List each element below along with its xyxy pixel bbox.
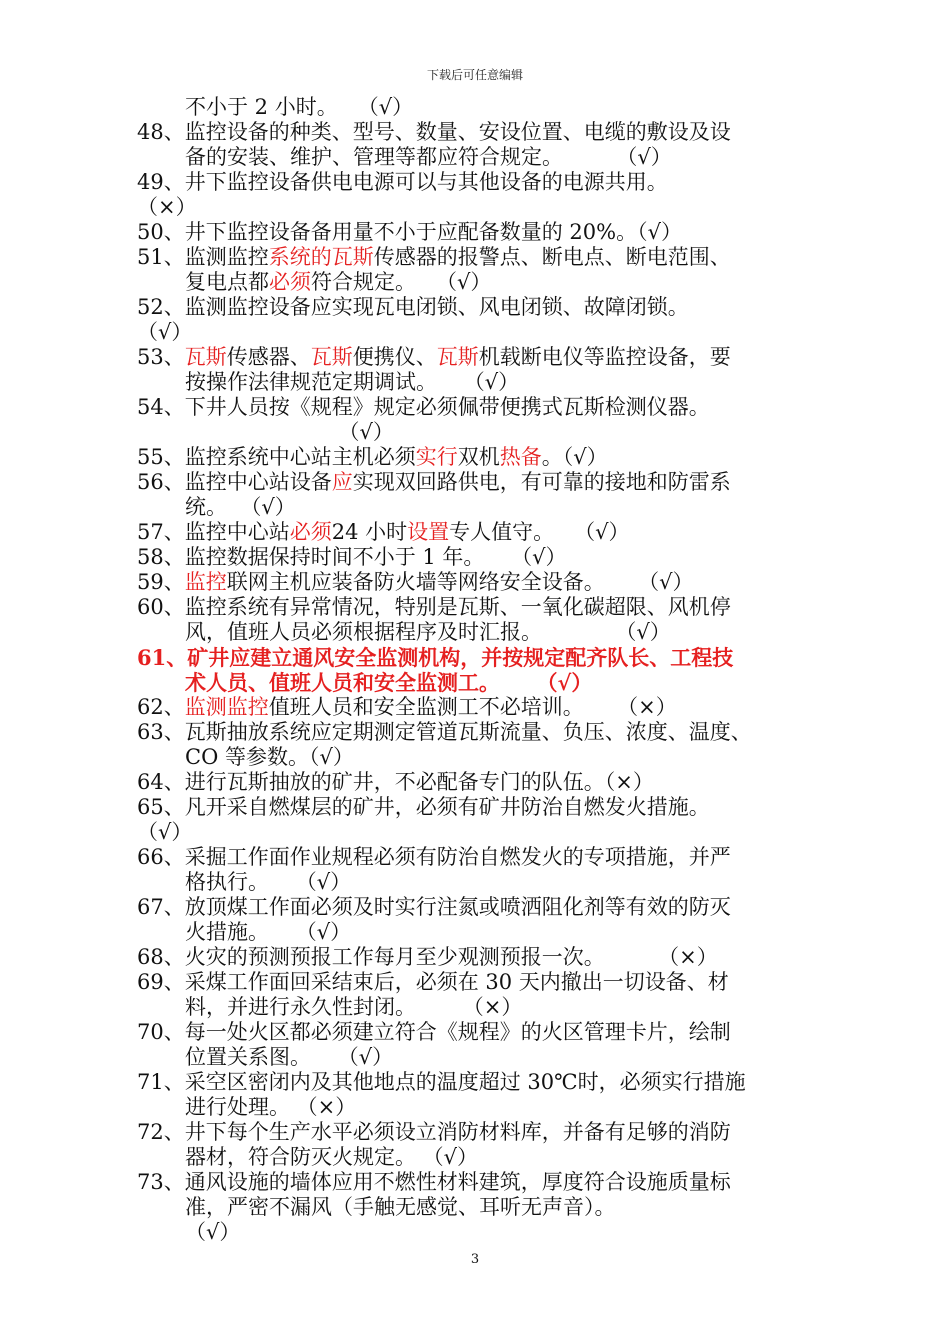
line-text: 59、 [137, 570, 185, 594]
line-text: 71、采空区密闭内及其他地点的温度超过 30℃时，必须实行措施 [137, 1070, 746, 1094]
highlighted-text: 瓦斯 [184, 345, 227, 369]
text-line [185, 1145, 478, 1170]
text-line [185, 1220, 240, 1245]
line-text: 器材，符合防灭火规定。 （√） [185, 1145, 479, 1169]
text-line [185, 670, 592, 695]
highlighted-text: 系统的瓦斯 [268, 245, 374, 269]
text-line [137, 120, 731, 145]
text-line [137, 820, 192, 845]
highlighted-text: 应 [331, 470, 353, 494]
line-text: 65、凡开采自燃煤层的矿井，必须有矿井防治自燃发火措施。 [137, 795, 710, 819]
line-text: 60、监控系统有异常情况，特别是瓦斯、一氧化碳超限、风机停 [137, 595, 731, 619]
line-text: 72、井下每个生产水平必须设立消防材料库，并备有足够的消防 [137, 1120, 731, 1144]
line-text: 不小于 2 小时。 （√） [185, 95, 414, 119]
text-line [185, 1195, 616, 1220]
line-text: 63、瓦斯抽放系统应定期测定管道瓦斯流量、负压、浓度、温度、 [137, 720, 752, 744]
line-text: 64、进行瓦斯抽放的矿井，不必配备专门的队伍。（×） [137, 770, 654, 794]
line-text: 56、监控中心站设备 [137, 470, 332, 494]
line-text: 风，值班人员必须根据程序及时汇报。 （√） [185, 620, 671, 644]
text-line [185, 870, 351, 895]
line-text: 联网主机应装备防火墙等网络安全设备。 （√） [226, 570, 694, 594]
text-line [185, 370, 519, 395]
line-text: 48、监控设备的种类、型号、数量、安设位置、电缆的敷设及设 [137, 120, 731, 144]
highlighted-text: 监测监控 [184, 695, 269, 719]
text-line [137, 795, 710, 820]
line-text: 68、火灾的预测预报工作每月至少观测预报一次。 （×） [137, 945, 718, 969]
highlighted-text: 监控 [184, 570, 227, 594]
line-text: 57、监控中心站 [137, 520, 290, 544]
page-header: 下载后可任意编辑 [426, 68, 523, 82]
line-text: 51、监测监控 [137, 245, 269, 269]
line-text: 火措施。 （√） [185, 920, 352, 944]
text-line [185, 1045, 393, 1070]
line-text: 复电点都 [185, 270, 269, 294]
text-line [137, 295, 689, 320]
line-text: 值班人员和安全监测工不必培训。 （×） [268, 695, 677, 719]
line-text: 传感器的报警点、断电点、断电范围、 [373, 245, 731, 269]
highlighted-text: 必须 [269, 270, 311, 294]
text-line [137, 720, 752, 745]
line-text: 54、下井人员按《规程》规定必须佩带便携式瓦斯检测仪器。 [137, 395, 710, 419]
line-text: 55、监控系统中心站主机必须 [137, 445, 416, 469]
highlighted-text: 瓦斯 [310, 345, 353, 369]
line-text: 。（√） [541, 445, 608, 469]
line-text: 按操作法律规范定期调试。 （√） [185, 370, 520, 394]
line-text: 料，并进行永久性封闭。 （×） [185, 995, 523, 1019]
text-line [137, 520, 630, 545]
line-text: CO 等参数。（√） [185, 745, 354, 769]
text-line [137, 195, 197, 220]
text-line [137, 220, 682, 245]
page-number: 3 [470, 1252, 480, 1267]
line-text: 66、采掘工作面作业规程必须有防治自燃发火的专项措施，并严 [137, 845, 731, 869]
line-text: （√） [185, 420, 394, 444]
line-text: 备的安装、维护、管理等都应符合规定。 （√） [185, 145, 672, 169]
text-line [185, 270, 491, 295]
text-line [185, 495, 296, 520]
text-line [185, 920, 351, 945]
highlighted-text: 设置 [407, 520, 450, 544]
line-text: 69、采煤工作面回采结束后，必须在 30 天内撤出一切设备、材 [137, 970, 729, 994]
text-line [185, 145, 672, 170]
line-text: 机载断电仪等监控设备，要 [478, 345, 731, 369]
line-text: 符合规定。 （√） [311, 270, 492, 294]
line-text: 便携仪、 [352, 345, 437, 369]
highlighted-text: 61、矿井应建立通风安全监测机构，并按规定配齐队长、工程技 [137, 645, 734, 670]
text-line [137, 1020, 731, 1045]
text-line [137, 345, 731, 370]
text-line [137, 1120, 731, 1145]
highlighted-text: 实行 [415, 445, 458, 469]
text-line [185, 995, 522, 1020]
line-text: 70、每一处火区都必须建立符合《规程》的火区管理卡片，绘制 [137, 1020, 731, 1044]
text-line [137, 895, 731, 920]
highlighted-text: 术人员、值班人员和安全监测工。 （√） [185, 670, 593, 695]
text-line [137, 170, 668, 195]
line-text: 49、井下监控设备供电电源可以与其他设备的电源共用。 [137, 170, 668, 194]
line-text: 格执行。 （√） [185, 870, 352, 894]
line-text: 67、放顶煤工作面必须及时实行注氮或喷洒阻化剂等有效的防灭 [137, 895, 731, 919]
line-text: 73、通风设施的墙体应用不燃性材料建筑，厚度符合设施质量标 [137, 1170, 731, 1194]
highlighted-text: 热备 [499, 445, 542, 469]
line-text: 53、 [137, 345, 185, 369]
text-line [137, 695, 677, 720]
text-line [137, 845, 731, 870]
text-line [137, 1170, 731, 1195]
line-text: 58、监控数据保持时间不小于 1 年。 （√） [137, 545, 567, 569]
text-line [137, 545, 567, 570]
text-line [185, 1095, 356, 1120]
text-line [185, 420, 394, 445]
text-line [137, 470, 731, 495]
text-line [137, 945, 718, 970]
line-text: （×） [137, 195, 197, 219]
line-text: 准，严密不漏风（手触无感觉、耳听无声音）。 [185, 1195, 616, 1219]
highlighted-text: 必须 [289, 520, 332, 544]
line-text: 62、 [137, 695, 185, 719]
text-line [137, 570, 694, 595]
line-text: 进行处理。 （×） [185, 1095, 357, 1119]
text-line [185, 95, 413, 120]
highlighted-text: 瓦斯 [436, 345, 479, 369]
line-text: 50、井下监控设备备用量不小于应配备数量的 20%。（√） [137, 220, 682, 244]
text-line [137, 395, 710, 420]
text-line [137, 645, 733, 670]
line-text: 实现双回路供电，有可靠的接地和防雷系 [352, 470, 731, 494]
text-line [185, 620, 671, 645]
line-text: 统。 （√） [185, 495, 296, 519]
text-line [137, 245, 731, 270]
line-text: （√） [137, 820, 193, 844]
line-text: 位置关系图。 （√） [185, 1045, 394, 1069]
line-text: （√） [185, 1220, 241, 1244]
text-line [137, 320, 192, 345]
text-line [137, 770, 654, 795]
text-line [185, 745, 354, 770]
line-text: 专人值守。 （√） [449, 520, 630, 544]
text-line [137, 1070, 746, 1095]
text-line [137, 445, 608, 470]
text-line [137, 595, 731, 620]
line-text: （√） [137, 320, 193, 344]
text-line [137, 970, 729, 995]
line-text: 24 小时 [331, 520, 408, 544]
line-text: 双机 [457, 445, 500, 469]
line-text: 传感器、 [226, 345, 311, 369]
line-text: 52、监测监控设备应实现瓦电闭锁、风电闭锁、故障闭锁。 [137, 295, 689, 319]
